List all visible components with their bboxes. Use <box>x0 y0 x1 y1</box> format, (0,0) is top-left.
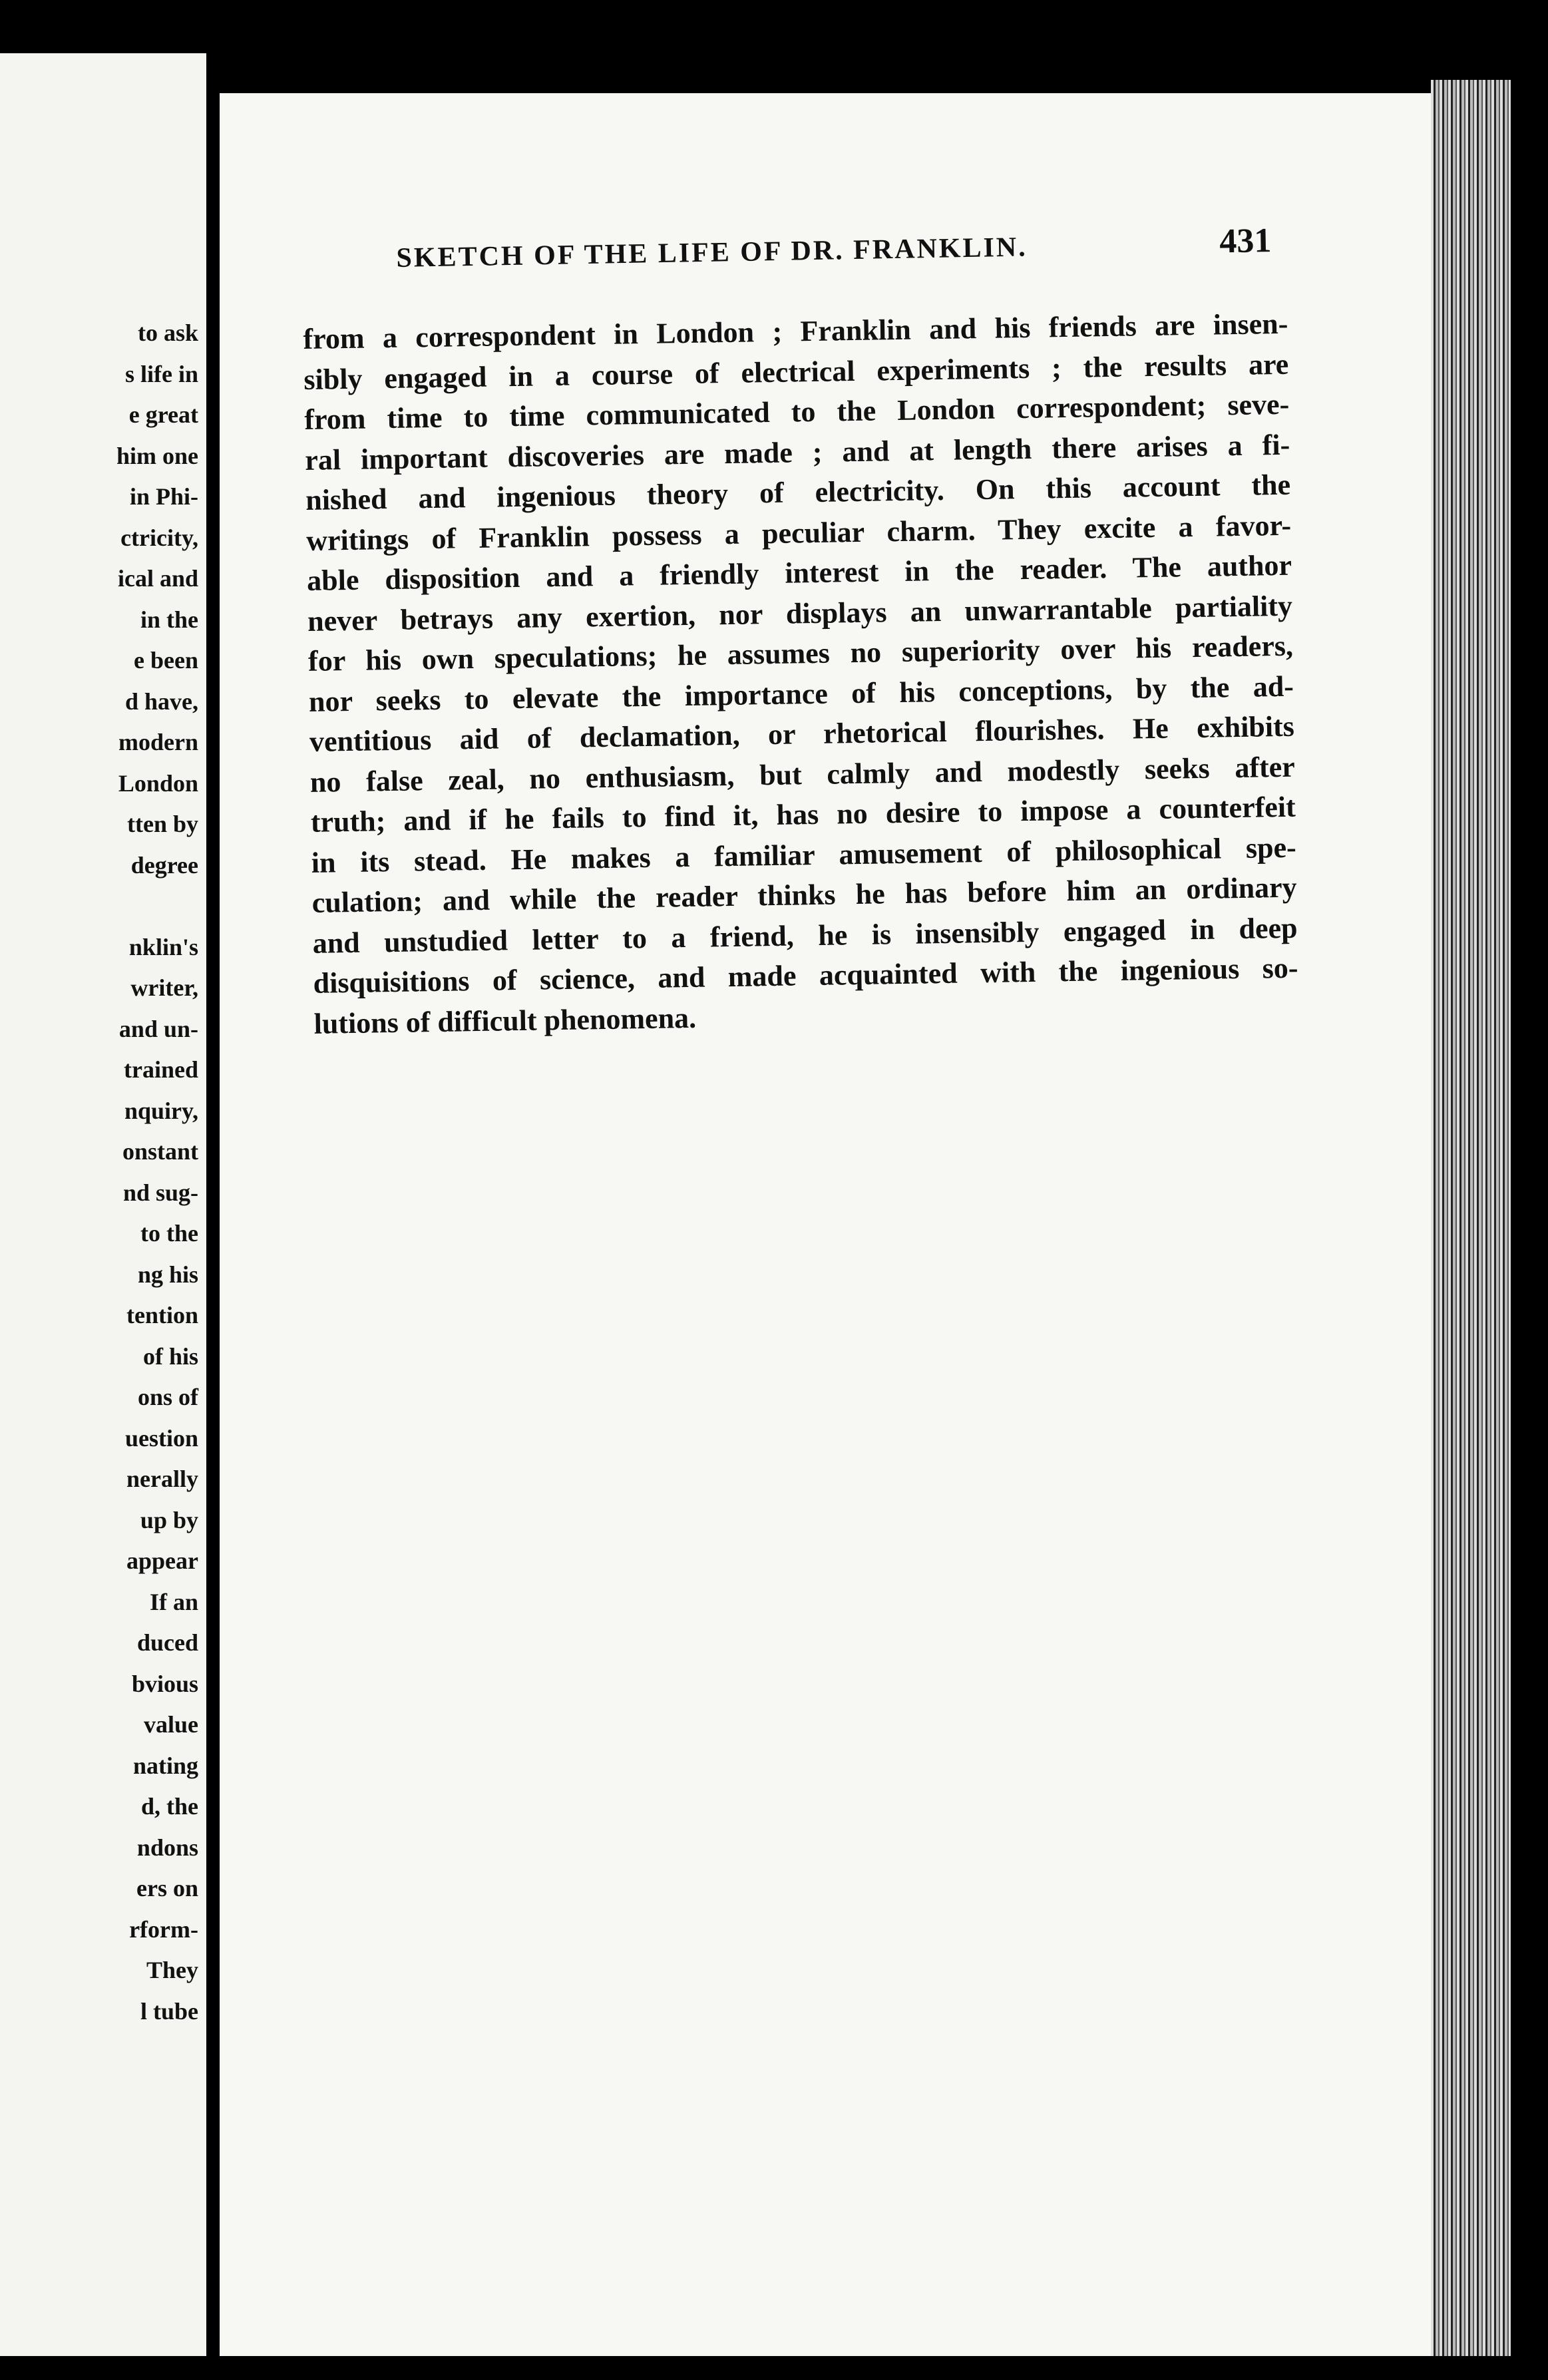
text-line: lutions of difficult phenomena. <box>313 1001 697 1040</box>
left-page-line: in the <box>140 606 198 633</box>
left-page-line: writer, <box>130 974 198 1001</box>
left-page-line: ers on <box>136 1875 198 1901</box>
left-page-line: e great <box>128 401 198 428</box>
text-line: truth; and if he fails to find it, has no desire to impose a counterfeit <box>310 790 1296 839</box>
text-line: culation; and while the reader thinks he has before him an ordinary <box>311 871 1297 919</box>
left-page-line: up by <box>140 1506 198 1533</box>
left-page-line: d have, <box>124 688 198 715</box>
left-page-line: to ask <box>137 319 198 346</box>
left-page-line: They <box>146 1957 198 1983</box>
running-title: SKETCH OF THE LIFE OF DR. FRANKLIN. <box>396 232 1028 274</box>
text-line: from time to time communicated to the London correspondent; seve- <box>303 387 1290 436</box>
left-page-line: tten by <box>127 811 198 837</box>
left-page-line: e been <box>134 647 198 674</box>
left-page-line: nquiry, <box>124 1097 198 1124</box>
left-page-line: nd sug- <box>122 1179 198 1206</box>
left-page <box>0 53 206 2356</box>
body-text <box>303 304 1299 1044</box>
text-line: ral important discoveries are made ; and at length there arises a fi- <box>304 428 1290 477</box>
left-page-line <box>116 886 198 927</box>
left-page-line: ng his <box>137 1261 198 1288</box>
text-line: nished and ingenious theory of electricity. On this account the <box>305 468 1291 516</box>
left-page-line: nklin's <box>128 933 198 960</box>
page-number: 431 <box>1219 222 1272 261</box>
left-page-line: appear <box>126 1547 198 1574</box>
left-page-line: to the <box>140 1220 198 1247</box>
left-page-line: If an <box>149 1588 198 1615</box>
left-page-line: degree <box>130 851 198 879</box>
left-page-line: onstant <box>122 1138 198 1165</box>
left-page-line: ical and <box>117 565 198 592</box>
left-page-line: tention <box>126 1302 198 1328</box>
left-page-line: ctricity, <box>120 524 198 551</box>
text-line: writings of Franklin possess a peculiar charm. They excite a favor- <box>305 508 1292 557</box>
text-line: disquisitions of science, and made acquainted with the ingenious so- <box>313 951 1298 1000</box>
text-line: never betrays any exertion, nor displays an unwarrantable partiality <box>307 589 1293 638</box>
left-page-line: duced <box>136 1629 198 1656</box>
left-page-line: bvious <box>131 1670 198 1697</box>
text-line: and unstudied letter to a friend, he is insensibly engaged in deep <box>312 911 1298 960</box>
left-page-line: nerally <box>126 1466 198 1492</box>
text-line: in its stead. He makes a familiar amusement of philosophical spe- <box>311 831 1297 879</box>
text-line: no false zeal, no enthusiasm, but calmly and modestly seeks after <box>309 750 1296 799</box>
left-page-line: modern <box>118 729 198 755</box>
left-page-line: nating <box>132 1752 198 1779</box>
left-page-line: London <box>118 769 198 797</box>
left-page-line: l tube <box>140 1997 198 2025</box>
page-edges <box>1431 80 1511 2356</box>
left-page-line: in Phi- <box>129 483 198 510</box>
left-page-line: of his <box>142 1342 198 1370</box>
left-page-line: him one <box>116 442 198 469</box>
left-page-line: and un- <box>118 1015 198 1042</box>
left-page-line: s life in <box>124 360 198 387</box>
text-line: from a correspondent in London ; Franklin and his friends are insen- <box>303 307 1288 355</box>
left-page-line: value <box>143 1711 198 1738</box>
left-page-line: rform- <box>129 1915 198 1943</box>
text-line: for his own speculations; he assumes no superiority over his readers, <box>307 629 1294 678</box>
text-line: sibly engaged in a course of electrical experiments ; the results are <box>303 347 1289 396</box>
left-page-line: d, the <box>140 1793 198 1820</box>
left-page-line: uestion <box>124 1424 198 1452</box>
book-gutter <box>206 0 220 2380</box>
left-page-text-column <box>116 313 198 2032</box>
left-page-line: ons of <box>137 1384 198 1410</box>
text-line: nor seeks to elevate the importance of his conceptions, by the ad- <box>308 670 1294 718</box>
left-page-line: trained <box>124 1056 198 1083</box>
left-page-line: ndons <box>136 1834 198 1861</box>
text-line: able disposition and a friendly interest in the reader. The author <box>306 548 1292 597</box>
text-line: ventitious aid of declamation, or rhetorical flourishes. He exhibits <box>309 709 1295 758</box>
